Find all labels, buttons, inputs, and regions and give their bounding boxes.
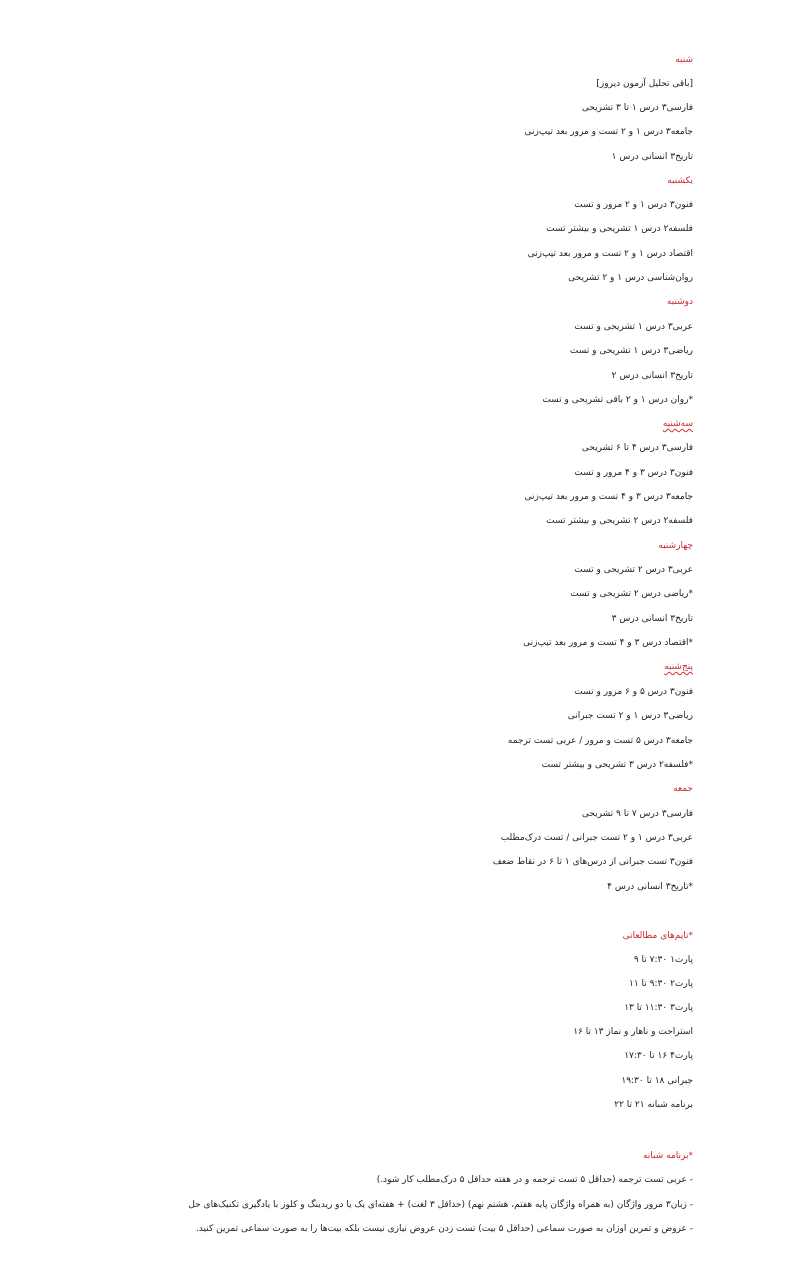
- list-item: فنون۳ درس ۵ و ۶ مرور و تست: [574, 687, 693, 697]
- list-item: *فلسفه۲ درس ۳ تشریحی و بیشتر تست: [541, 760, 693, 770]
- study-time-item: پارت۲ ۹:۳۰ تا ۱۱: [629, 979, 693, 989]
- list-item: تاریخ۳ انسانی درس ۲: [611, 371, 693, 381]
- day-title: یکشنبه: [667, 176, 693, 186]
- list-item: عربی۳ درس ۱ تشریحی و تست: [574, 322, 693, 332]
- night-program-item: - زبان۳ مرور واژگان (به همراه واژگان پایه هفتم، هشتم نهم) (حداقل ۳ لغت) + هفته‌ای یک یا دو ریدینگ و کلوز با یادگیری تکنیک‌های حل: [188, 1200, 693, 1210]
- study-time-item: پارت۳ ۱۱:۳۰ تا ۱۳: [624, 1003, 693, 1013]
- day-title: سه‌شنبه: [662, 419, 693, 429]
- night-program-item: - عربی تست ترجمه (حداقل ۵ تست ترجمه و در هفته حداقل ۵ درک‌مطلب کار شود.): [376, 1175, 693, 1185]
- day-title: جمعه: [673, 784, 693, 794]
- list-item: روان‌شناسی درس ۱ و ۲ تشریحی: [568, 273, 693, 283]
- list-item: *تاریخ۳ انسانی درس ۴: [607, 882, 693, 892]
- list-item: فنون۳ درس ۳ و ۴ مرور و تست: [574, 468, 693, 478]
- day-title: دوشنبه: [666, 297, 693, 307]
- list-item: فنون۳ درس ۱ و ۲ مرور و تست: [574, 200, 693, 210]
- list-item: [باقی تحلیل آزمون دیروز]: [596, 79, 693, 89]
- day-title: چهارشنبه: [658, 541, 693, 551]
- list-item: جامعه۳ درس ۵ تست و مرور / عربی تست ترجمه: [507, 736, 693, 746]
- list-item: تاریخ۳ انسانی درس ۱: [611, 152, 693, 162]
- list-item: عربی۳ درس ۱ و ۲ تست جبرانی / تست درک‌مطلب: [500, 833, 693, 843]
- list-item: فنون۳ تست جبرانی از درس‌های ۱ تا ۶ در نقاط ضعف: [492, 857, 693, 867]
- list-item: فارسی۳ درس ۱ تا ۳ تشریحی: [581, 103, 693, 113]
- day-title: شنبه: [675, 55, 693, 65]
- list-item: *اقتصاد درس ۳ و ۴ تست و مرور بعد تیپ‌زنی: [523, 638, 693, 648]
- list-item: عربی۳ درس ۲ تشریحی و تست: [574, 565, 693, 575]
- study-time-item: پارت۱ ۷:۳۰ تا ۹: [633, 955, 693, 965]
- night-program-item: - عروض و تمرین اوزان به صورت سماعی (حداقل ۵ بیت) تست زدن عروض نیازی نیست بلکه بیت‌ها را به صورت سماعی تمرین کنید.: [195, 1224, 693, 1234]
- night-program-title: *برنامه شبانه: [642, 1151, 693, 1161]
- study-times-title: *تایم‌های مطالعاتی: [622, 931, 693, 941]
- list-item: جامعه۳ درس ۱ و ۲ تست و مرور بعد تیپ‌زنی: [524, 127, 693, 137]
- study-time-item: جبرانی ۱۸ تا ۱۹:۳۰: [621, 1076, 693, 1086]
- list-item: فلسفه۲ درس ۱ تشریحی و بیشتر تست: [546, 224, 693, 234]
- day-title: پنج‌شنبه: [664, 662, 693, 672]
- study-time-item: استراحت و ناهار و نماز ۱۳ تا ۱۶: [573, 1027, 693, 1037]
- list-item: *ریاضی درس ۲ تشریحی و تست: [570, 589, 693, 599]
- list-item: ریاضی۳ درس ۱ تشریحی و تست: [569, 346, 693, 356]
- list-item: تاریخ۳ انسانی درس ۳: [611, 614, 693, 624]
- list-item: اقتصاد درس ۱ و ۲ تست و مرور بعد تیپ‌زنی: [527, 249, 693, 259]
- study-time-item: برنامه شبانه ۲۱ تا ۲۲: [614, 1100, 693, 1110]
- list-item: جامعه۳ درس ۳ و ۴ تست و مرور بعد تیپ‌زنی: [524, 492, 693, 502]
- list-item: *روان درس ۱ و ۲ باقی تشریحی و تست: [542, 395, 693, 405]
- list-item: ریاضی۳ درس ۱ و ۲ تست جبرانی: [567, 711, 693, 721]
- list-item: فارسی۳ درس ۷ تا ۹ تشریحی: [581, 809, 693, 819]
- list-item: فلسفه۲ درس ۲ تشریحی و بیشتر تست: [546, 516, 693, 526]
- study-time-item: پارت۴ ۱۶ تا ۱۷:۳۰: [624, 1051, 693, 1061]
- list-item: فارسی۳ درس ۴ تا ۶ تشریحی: [581, 443, 693, 453]
